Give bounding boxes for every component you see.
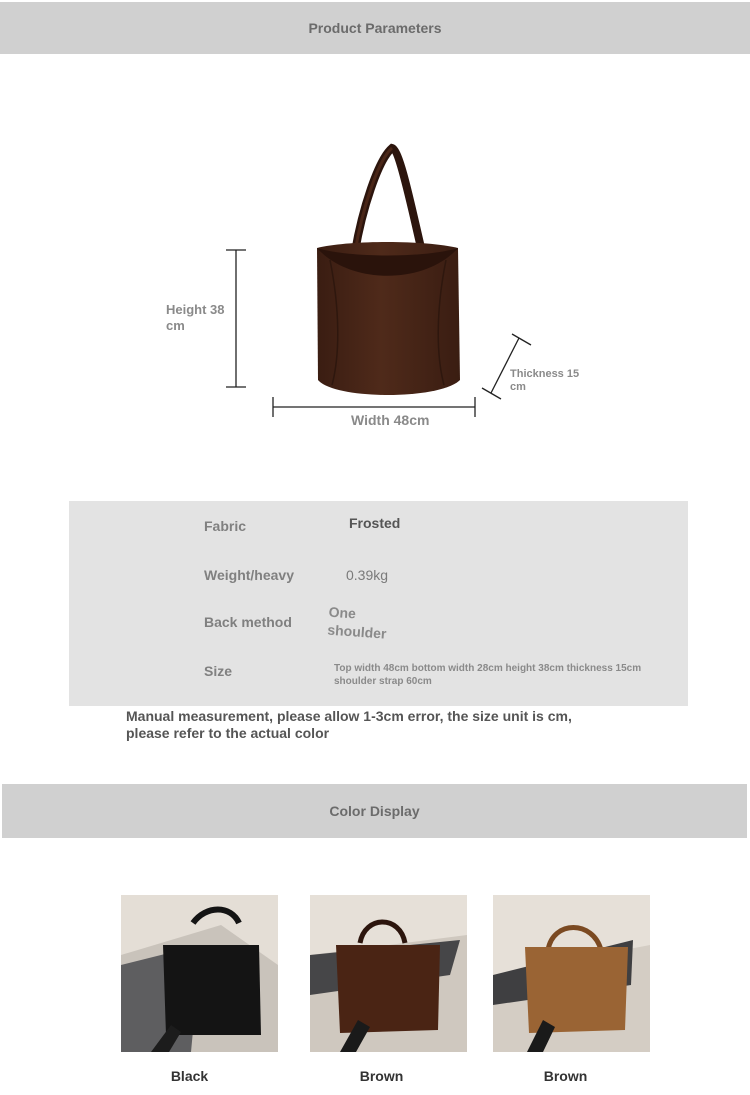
spec-table [69,501,688,706]
section-title: Color Display [329,803,420,819]
width-label: Width 48cm [351,412,430,428]
weight-label: Weight/heavy [204,567,294,583]
back-method-label: Back method [204,614,292,630]
color-swatch-brown-light[interactable] [493,895,650,1052]
tote-bag-image [300,140,475,405]
size-label: Size [204,663,233,679]
weight-value: 0.39kg [346,567,389,583]
fabric-label: Fabric [204,518,247,534]
color-label-brown-light: Brown [543,1068,588,1084]
fabric-value: Frosted [349,515,401,531]
color-swatch-brown-dark[interactable] [310,895,467,1052]
color-swatch-black[interactable] [121,895,278,1052]
color-label-black: Black [170,1068,209,1084]
back-method-value: One shoulder [326,603,387,642]
section-title: Product Parameters [308,20,442,36]
color-display-banner [2,784,747,838]
thickness-label: Thickness 15 cm [510,368,580,393]
height-label: Height 38 cm [166,302,225,333]
measurement-note: Manual measurement, please allow 1-3cm error, the size unit is cm, please refer to the actual color [126,708,572,741]
size-value: Top width 48cm bottom width 28cm height 38cm thickness 15cm shoulder strap 60cm [334,663,642,687]
color-label-brown-dark: Brown [359,1068,404,1084]
